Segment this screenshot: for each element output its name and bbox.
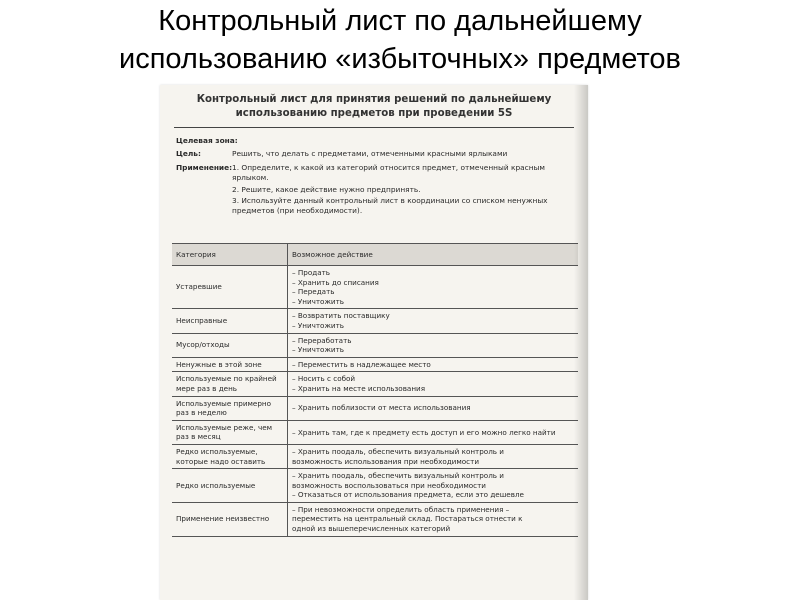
action-cell — [288, 309, 579, 333]
category-cell: Используемые реже, чем раз в месяц — [172, 420, 288, 444]
header-action: Возможное действие — [288, 244, 579, 266]
action-line: – Уничтожить — [292, 296, 345, 306]
goal-label: Цель: — [176, 149, 201, 159]
slide-title-line: использованию «избыточных» предметов — [119, 43, 681, 75]
application-step: 2. Решите, какое действие нужно предпринять. — [232, 184, 421, 194]
document-title — [174, 93, 574, 128]
action-cell — [288, 357, 579, 372]
action-cell — [288, 396, 579, 420]
action-cell — [288, 502, 579, 536]
action-line: – Переработать — [292, 335, 352, 345]
slide-title-line: Контрольный лист по дальнейшему — [158, 5, 642, 37]
action-line: – Хранить поодаль, обеспечить визуальный контроль и — [292, 446, 504, 456]
application-label: Применение: — [176, 162, 233, 172]
action-cell — [288, 420, 579, 444]
category-cell: Устаревшие — [172, 266, 288, 309]
document-title-line: Контрольный лист для принятия решений по дальнейшему — [196, 94, 552, 105]
category-cell: Ненужные в этой зоне — [172, 357, 288, 372]
slide-title — [0, 2, 800, 78]
category-cell: Неисправные — [172, 309, 288, 333]
category-cell: Используемые примерно раз в неделю — [172, 396, 288, 420]
action-line: – Продать — [292, 268, 331, 277]
decision-table — [172, 243, 578, 537]
action-line: – Хранить на месте использования — [292, 383, 426, 393]
action-cell — [288, 372, 579, 396]
target-zone-row — [176, 136, 574, 146]
table-row — [172, 333, 578, 357]
application-row — [176, 163, 574, 218]
action-line: – Переместить в надлежащее место — [292, 359, 431, 369]
table-row — [172, 502, 578, 536]
action-line: – Уничтожить — [292, 345, 345, 355]
action-line: – Отказаться от использования предмета, если это дешевле — [292, 490, 524, 500]
action-line: возможность использования при необходимости — [292, 456, 479, 466]
category-cell: Редко используемые — [172, 469, 288, 503]
table-header-row — [172, 244, 578, 266]
table-row — [172, 266, 578, 309]
action-line: – При невозможности определить область применения – — [292, 504, 510, 514]
goal-row — [176, 149, 574, 159]
action-cell — [288, 333, 579, 357]
application-step: 3. Используйте данный контрольный лист в координации со списком ненужных предметов (при необходимости). — [232, 196, 548, 216]
application-step: 1. Определите, к какой из категорий относится предмет, отмеченный красным ярлыком. — [232, 162, 545, 183]
application-steps — [232, 163, 574, 218]
action-line: – Хранить там, где к предмету есть доступ и его можно легко найти — [292, 427, 556, 437]
action-cell — [288, 469, 579, 503]
action-line: переместить на центральный склад. Постараться отнести к — [292, 514, 523, 524]
action-line: – Передать — [292, 287, 335, 297]
action-line: – Хранить поблизости от места использования — [292, 403, 471, 413]
action-cell — [288, 266, 579, 309]
scanned-checklist-document — [160, 85, 588, 600]
action-line: – Уничтожить — [292, 320, 345, 330]
table-row — [172, 357, 578, 372]
action-line: – Возвратить поставщику — [292, 311, 390, 321]
goal-text: Решить, что делать с предметами, отмеченными красными ярлыками — [232, 149, 508, 159]
category-cell: Используемые по крайней мере раз в день — [172, 372, 288, 396]
table-row — [172, 444, 578, 468]
table-row — [172, 469, 578, 503]
action-cell — [288, 444, 579, 468]
target-zone-label: Целевая зона: — [176, 136, 238, 145]
table-row — [172, 372, 578, 396]
action-line: – Хранить до списания — [292, 277, 379, 287]
document-title-line: использованию предметов при проведении 5S — [235, 108, 513, 119]
action-line: – Хранить поодаль, обеспечить визуальный контроль и — [292, 471, 504, 481]
document-meta — [176, 136, 574, 218]
category-cell: Мусор/отходы — [172, 333, 288, 357]
table-body — [172, 266, 578, 537]
category-cell: Редко используемые, которые надо оставить — [172, 444, 288, 468]
header-category: Категория — [172, 244, 288, 266]
action-line: возможность воспользоваться при необходимости — [292, 480, 486, 490]
action-line: – Носить с собой — [292, 374, 356, 384]
table-row — [172, 420, 578, 444]
action-line: одной из вышеперечисленных категорий — [292, 524, 451, 534]
table-row — [172, 396, 578, 420]
category-cell: Применение неизвестно — [172, 502, 288, 536]
table-row — [172, 309, 578, 333]
